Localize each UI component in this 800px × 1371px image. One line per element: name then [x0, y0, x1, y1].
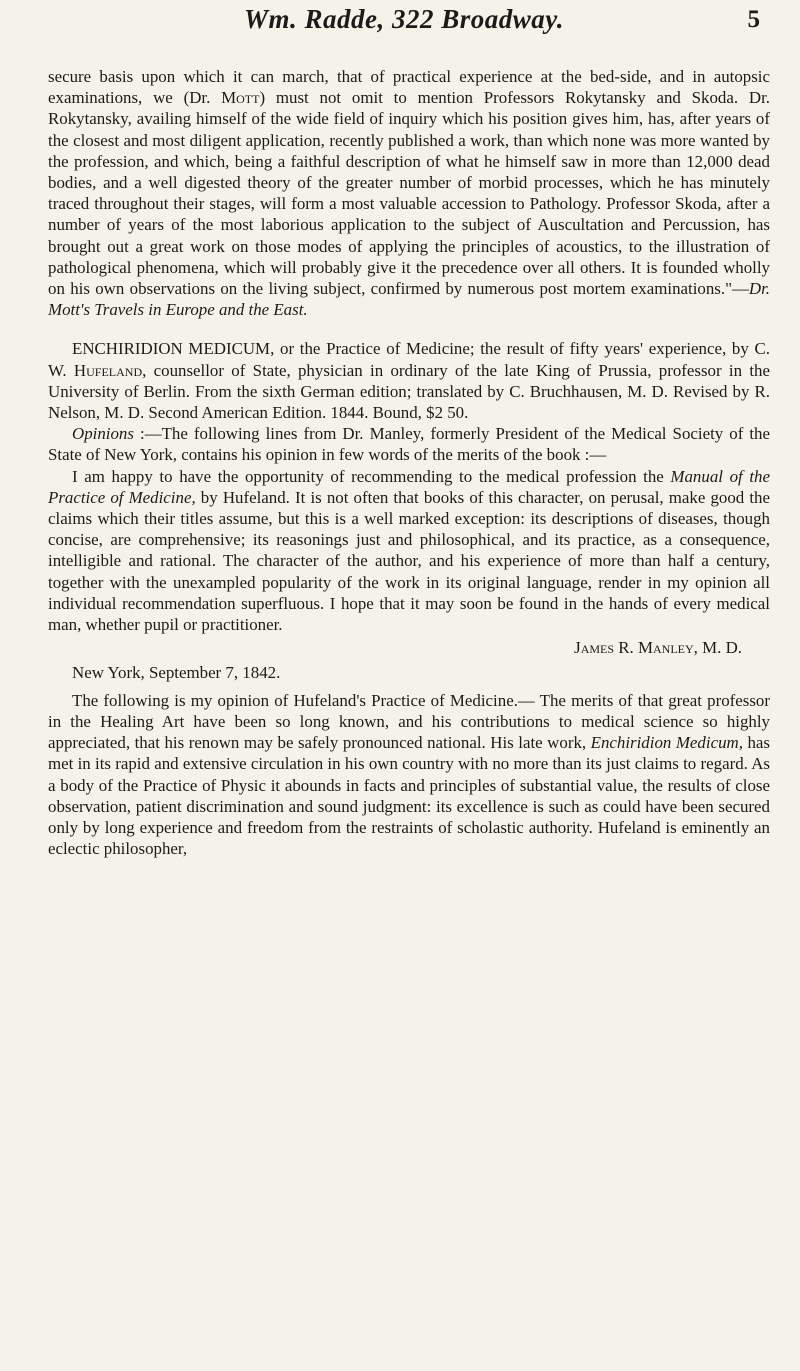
- manley-text-a: I am happy to have the opportunity of recommending to the medical profession the: [72, 466, 671, 486]
- mott-text-b: ) must not omit to mention Professors Rokytansky and Skoda. Dr. Rokytansky, availing himself of the wide field of inquiry which his position gives him, has, after years of the closest and most diligent application, recently published a work, than which none was more wanted by the profession, and which, being a faithful description of what he himself saw in more than 12,000 dead bodies, and a well digested theory of the greater number of morbid processes, which he has minutely traced throughout their stages, will form a most valuable accession to Pathology. Professor Skoda, after a number of years of the most laborious application to the subject of Auscultation and Percussion, has brought out a great work on those modes of applying the principles of acoustics, to the illustration of pathological phenomena, which will probably give it the precedence over all others. It is founded wholly on his own observations on the living subject, confirmed by numerous post mortem examinations."—: [48, 88, 770, 299]
- enchiridion-text-b: counsellor of State, physician in ordinary of the late King of Prussia, professor in the University of Berlin. From the sixth German edition; translated by C. Bruchhausen, M. D. Revised by R. Nelson, M. D. Second American Edition. 1844. Bound, $2 50.: [48, 360, 770, 423]
- paragraph-following-opinion: [48, 690, 770, 860]
- paragraph-mott-quote: [48, 66, 770, 320]
- manley-work-title: Manual of the Practice of Medicine,: [48, 466, 770, 507]
- paragraph-enchiridion: [48, 338, 770, 423]
- body-text: [48, 66, 770, 859]
- opinion-text-a: The following is my opinion of Hufeland's Practice of Medicine.— The merits of that great professor in the Healing Art have been so long known, and his contributions to medical science so highly appreciated, that his renown may be safely pronounced national. His late work,: [48, 690, 770, 753]
- running-head: Wm. Radde, 322 Broadway.: [243, 4, 564, 34]
- manley-signature: James R. Manley, M. D.: [574, 638, 742, 658]
- enchiridion-title: ENCHIRIDION MEDICUM,: [72, 339, 275, 359]
- page-header: [48, 4, 760, 48]
- page-number: 5: [747, 6, 760, 33]
- paragraph-opinions: [48, 423, 770, 465]
- opinion-work-title: Enchiridion Medicum,: [590, 733, 743, 753]
- mott-text-a: secure basis upon which it can march, that of practical experience at the bed-side, and in autopsic examinations, we (Dr.: [48, 67, 770, 108]
- manley-text-b: by Hufeland. It is not often that books of this character, on perusal, make good the claims which their titles assume, but this is a well marked exception: its descriptions of diseases, though concise, are comprehensive; its reasonings just and philosophical, and its practice, as a consequence, intelligible and rational. The character of the author, and his experience of more than half a century, together with the unexampled popularity of the work in its original language, render in my opinion all individual recommendation superfluous. I hope that it may soon be found in the hands of every medical man, whether pupil or practitioner.: [48, 487, 770, 635]
- opinions-text: :—The following lines from Dr. Manley, formerly President of the Medical Society of the State of New York, contains his opinion in few words of the merits of the book :—: [48, 424, 770, 465]
- mott-name: Mott: [221, 88, 260, 108]
- mott-citation: Dr. Mott's Travels in Europe and the East.: [48, 279, 770, 320]
- opinion-text-b: has met in its rapid and extensive circulation in his own country with no more than its just claims to regard. As a body of the Practice of Physic it abounds in facts and principles of substantial value, the results of close observation, patient discrimination and sound judgment: its excellence is such as could have been secured only by long experience and freedom from the restraints of scholastic authority. Hufeland is eminently an eclectic philosopher,: [48, 733, 770, 859]
- manley-place-date: New York, September 7, 1842.: [72, 663, 281, 683]
- enchiridion-author: Hufeland,: [73, 360, 147, 380]
- opinions-label: Opinions: [72, 424, 134, 444]
- enchiridion-text-a: or the Practice of Medicine; the result of fifty years' experience, by C. W.: [48, 339, 770, 380]
- paragraph-manley: [48, 466, 770, 636]
